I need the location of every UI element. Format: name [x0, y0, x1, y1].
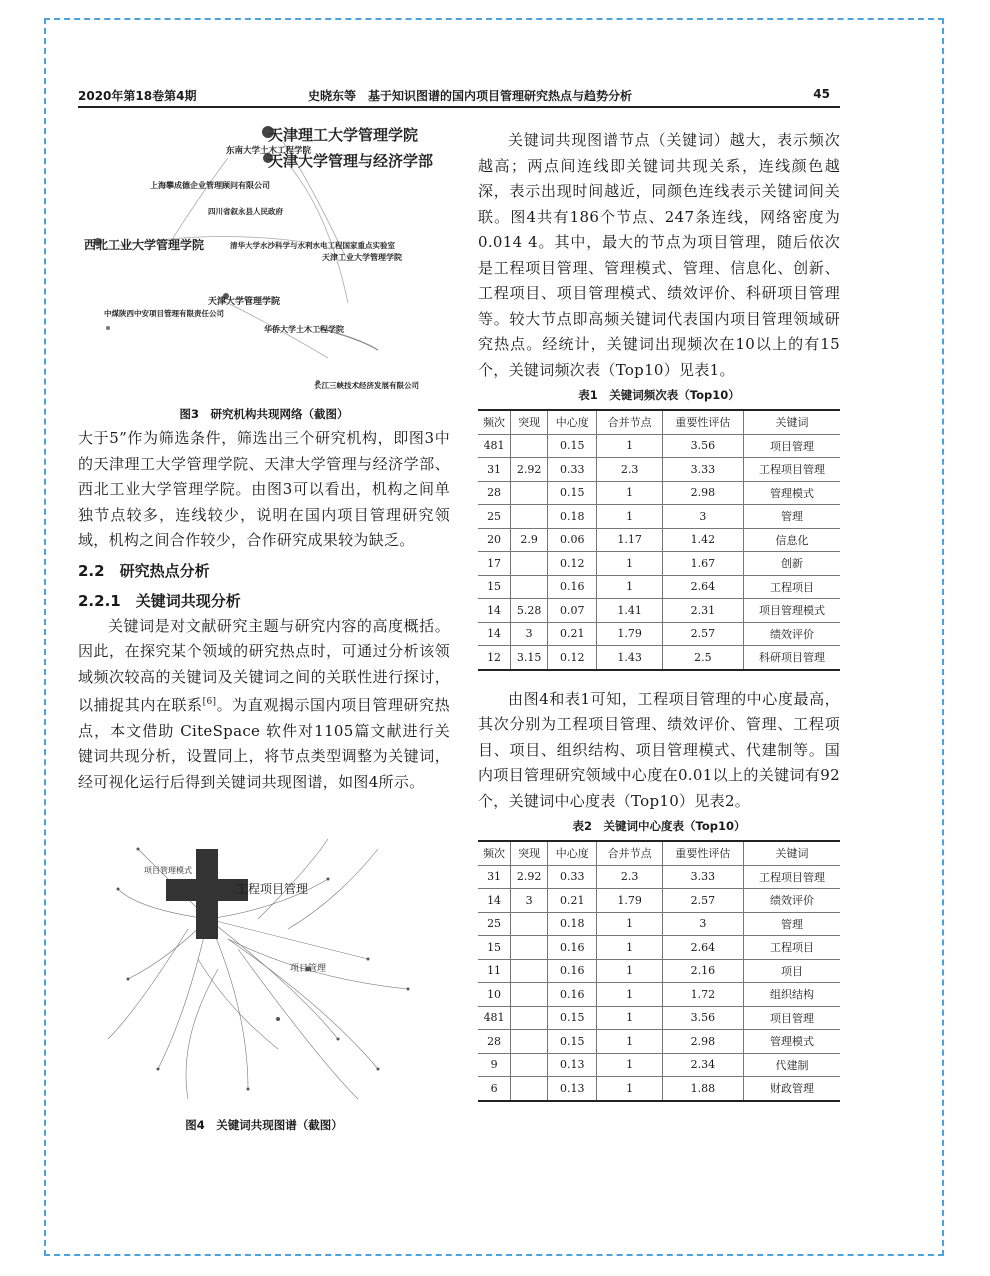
table-cell: 2.3 [597, 458, 662, 482]
table-cell: 0.18 [548, 505, 597, 529]
table-row [478, 505, 840, 529]
table-1 [478, 409, 840, 671]
table-cell [511, 481, 548, 505]
institution-label: 天津大学管理学院 [208, 297, 281, 307]
table-cell: 0.13 [548, 1077, 597, 1101]
table-cell [511, 1030, 548, 1054]
citation-ref: [6] [202, 697, 217, 707]
table-cell: 1 [597, 505, 662, 529]
table-cell: 2.57 [662, 889, 743, 913]
table-cell: 项目管理模式 [743, 599, 840, 623]
institution-label: 华侨大学土木工程学院 [264, 324, 344, 334]
table-cell: 0.16 [548, 936, 597, 960]
table-cell: 管理 [743, 912, 840, 936]
table-cell: 3 [662, 505, 743, 529]
institution-label: 中煤陕西中安项目管理有限责任公司 [104, 309, 224, 318]
issue-label: 2020年第18卷第4期 [78, 89, 197, 103]
paragraph-text: 关键词是对文献研究主题与研究内容的高度概括。因此，在探究某个领域的研究热点时，可通过分析该领域频次较高的关键词及关键词之间的关联性进行探讨，以捕捉其内在联系 [78, 616, 450, 714]
table-cell: 12 [478, 646, 511, 670]
table-cell: 工程项目管理 [743, 865, 840, 889]
table-row [478, 575, 840, 599]
keyword-label: 工程项目管理 [236, 882, 309, 896]
table-cell: 2.98 [662, 481, 743, 505]
table-cell: 1.88 [662, 1077, 743, 1101]
table-cell: 1 [597, 552, 662, 576]
figure-3 [78, 118, 450, 400]
paragraph [78, 614, 450, 796]
table-cell [511, 552, 548, 576]
page-number: 45 [813, 87, 830, 101]
table-row [478, 1077, 840, 1101]
table-cell: 2.57 [662, 622, 743, 646]
table-cell: 31 [478, 865, 511, 889]
table-cell: 0.06 [548, 528, 597, 552]
table-cell [511, 959, 548, 983]
table-cell: 10 [478, 983, 511, 1007]
table-header-cell: 重要性评估 [662, 410, 743, 434]
table-cell [511, 575, 548, 599]
table-cell: 3 [662, 912, 743, 936]
table-cell: 0.16 [548, 983, 597, 1007]
table-row [478, 889, 840, 913]
table-cell: 1.67 [662, 552, 743, 576]
table-cell: 0.21 [548, 622, 597, 646]
table-cell: 1 [597, 1077, 662, 1101]
table-cell [511, 505, 548, 529]
table-cell: 项目管理 [743, 434, 840, 458]
institution-label: 清华大学水沙科学与水利水电工程国家重点实验室 [230, 241, 395, 250]
table-cell: 0.21 [548, 889, 597, 913]
institution-label: 上海攀成德企业管理顾问有限公司 [150, 180, 270, 190]
right-column [478, 128, 840, 1102]
table-cell: 财政管理 [743, 1077, 840, 1101]
table-cell: 0.16 [548, 959, 597, 983]
table-cell: 25 [478, 912, 511, 936]
figure-3-caption: 图3 研究机构共现网络（截图） [179, 407, 349, 421]
table-cell: 0.15 [548, 1006, 597, 1030]
institution-label: 天津大学管理与经济学部 [268, 152, 434, 170]
table-cell: 1.79 [597, 622, 662, 646]
institution-label: 长江三峡技术经济发展有限公司 [314, 381, 419, 390]
table-cell: 组织结构 [743, 983, 840, 1007]
figure-4 [78, 809, 450, 1109]
table-cell: 2.92 [511, 865, 548, 889]
table-cell: 项目管理 [743, 1006, 840, 1030]
table-cell: 项目 [743, 959, 840, 983]
table-cell: 2.31 [662, 599, 743, 623]
table-row [478, 599, 840, 623]
table-cell: 5.28 [511, 599, 548, 623]
table-cell: 1.41 [597, 599, 662, 623]
table-cell [511, 912, 548, 936]
table-cell: 2.3 [597, 865, 662, 889]
table-header-cell: 合并节点 [597, 841, 662, 865]
table-row [478, 936, 840, 960]
table-cell: 15 [478, 575, 511, 599]
table-row [478, 1030, 840, 1054]
table-cell: 3 [511, 889, 548, 913]
table-header-cell: 频次 [478, 410, 511, 434]
table-header-cell: 重要性评估 [662, 841, 743, 865]
table-row [478, 646, 840, 670]
table-cell [511, 936, 548, 960]
table-cell [511, 434, 548, 458]
table-cell: 28 [478, 481, 511, 505]
table-cell: 管理 [743, 505, 840, 529]
table-cell: 1.43 [597, 646, 662, 670]
institution-label: 西北工业大学管理学院 [84, 238, 205, 252]
table-header-cell: 突现 [511, 410, 548, 434]
table-cell: 管理模式 [743, 1030, 840, 1054]
section-heading: 2.2 研究热点分析 [78, 561, 210, 580]
table-header-cell: 合并节点 [597, 410, 662, 434]
table-header-cell: 关键词 [743, 841, 840, 865]
table-cell: 1.42 [662, 528, 743, 552]
table-cell: 25 [478, 505, 511, 529]
table-cell: 绩效评价 [743, 889, 840, 913]
table-cell: 3.56 [662, 1006, 743, 1030]
table-2-caption: 表2 关键词中心度表（Top10） [572, 819, 746, 833]
table-cell: 17 [478, 552, 511, 576]
table-cell [511, 1006, 548, 1030]
table-cell: 14 [478, 889, 511, 913]
table-cell: 2.16 [662, 959, 743, 983]
paragraph: 关键词共现图谱节点（关键词）越大，表示频次越高；两点间连线即关键词共现关系，连线颜色越深，表示出现时间越近，同颜色连线表示关键词间关联。图4共有186个节点、247条连线，网络密度为0.014 4。其中，最大的节点为项目管理，随后依次是工程项目管理、管理模式、管理、信息化、创新、工程项目、项目管理模式、绩效评价、科研项目管理等。较大节点即高频关键词代表国内项目管理领域研究热点。经统计，关键词出现频次在10以上的有15个，关键词频次表（Top10）见表1。 [478, 131, 840, 379]
table-row [478, 552, 840, 576]
table-row [478, 458, 840, 482]
table-cell [511, 1053, 548, 1077]
table-cell: 3 [511, 622, 548, 646]
institution-label: 天津工业大学管理学院 [322, 252, 402, 262]
table-cell: 2.64 [662, 936, 743, 960]
keyword-network-graph [78, 809, 450, 1109]
table-cell: 1 [597, 936, 662, 960]
table-cell: 1 [597, 575, 662, 599]
table-cell: 481 [478, 1006, 511, 1030]
table-row [478, 1053, 840, 1077]
table-cell [511, 983, 548, 1007]
table-cell: 31 [478, 458, 511, 482]
table-cell: 1.72 [662, 983, 743, 1007]
table-cell: 创新 [743, 552, 840, 576]
table-cell: 工程项目管理 [743, 458, 840, 482]
table-cell: 0.12 [548, 552, 597, 576]
keyword-label: 项目管理 [290, 964, 327, 974]
table-row [478, 912, 840, 936]
table-cell: 6 [478, 1077, 511, 1101]
table-header-cell: 中心度 [548, 410, 597, 434]
table-cell: 0.15 [548, 434, 597, 458]
table-header-cell: 频次 [478, 841, 511, 865]
table-cell: 14 [478, 622, 511, 646]
paragraph: 由图4和表1可知，工程项目管理的中心度最高，其次分别为工程项目管理、绩效评价、管理、工程项目、项目、组织结构、项目管理模式、代建制等。国内项目管理研究领域中心度在0.01以上的关键词有92个，关键词中心度表（Top10）见表2。 [478, 689, 840, 810]
table-header-cell: 关键词 [743, 410, 840, 434]
figure-4-caption: 图4 关键词共现图谱（截图） [185, 1118, 343, 1132]
table-cell: 1 [597, 912, 662, 936]
article-title: 史晓东等 基于知识图谱的国内项目管理研究热点与趋势分析 [308, 89, 633, 103]
paragraph: 大于5”作为筛选条件，筛选出三个研究机构，即图3中的天津理工大学管理学院、天津大学管理与经济学部、西北工业大学管理学院。由图3可以看出，机构之间单独节点较多，连线较少，说明在国内项目管理研究领域，机构之间合作较少，合作研究成果较为缺乏。 [78, 429, 450, 549]
institution-label: 四川省叙永县人民政府 [208, 207, 283, 216]
table-cell: 工程项目 [743, 936, 840, 960]
table-cell: 0.15 [548, 1030, 597, 1054]
table-cell: 2.64 [662, 575, 743, 599]
table-cell: 20 [478, 528, 511, 552]
left-column [78, 118, 450, 1137]
table-cell: 1 [597, 481, 662, 505]
table-cell: 9 [478, 1053, 511, 1077]
table-cell: 1 [597, 959, 662, 983]
institution-label: 东南大学土木工程学院 [226, 146, 312, 156]
table-cell: 信息化 [743, 528, 840, 552]
table-cell: 科研项目管理 [743, 646, 840, 670]
table-row [478, 1006, 840, 1030]
table-cell: 14 [478, 599, 511, 623]
institution-label: 天津理工大学管理学院 [268, 126, 419, 144]
table-cell [511, 1077, 548, 1101]
table-cell: 3.33 [662, 865, 743, 889]
table-cell: 0.33 [548, 458, 597, 482]
table-cell: 2.98 [662, 1030, 743, 1054]
table-cell: 1 [597, 1030, 662, 1054]
table-cell: 0.15 [548, 481, 597, 505]
table-1-caption: 表1 关键词频次表（Top10） [578, 388, 740, 402]
table-cell: 0.07 [548, 599, 597, 623]
table-cell: 28 [478, 1030, 511, 1054]
table-cell: 1.79 [597, 889, 662, 913]
table-row [478, 622, 840, 646]
table-header-cell: 突现 [511, 841, 548, 865]
table-cell: 工程项目 [743, 575, 840, 599]
table-cell: 0.16 [548, 575, 597, 599]
table-cell: 3.15 [511, 646, 548, 670]
table-row [478, 481, 840, 505]
table-header-cell: 中心度 [548, 841, 597, 865]
table-cell: 2.92 [511, 458, 548, 482]
table-cell: 1 [597, 434, 662, 458]
table-cell: 0.12 [548, 646, 597, 670]
table-cell: 15 [478, 936, 511, 960]
table-cell: 0.33 [548, 865, 597, 889]
table-row [478, 434, 840, 458]
table-cell: 1 [597, 1006, 662, 1030]
table-row [478, 865, 840, 889]
table-cell: 3.33 [662, 458, 743, 482]
subsection-heading: 2.2.1 关键词共现分析 [78, 591, 241, 610]
table-cell: 1 [597, 983, 662, 1007]
table-2 [478, 840, 840, 1102]
table-cell: 0.18 [548, 912, 597, 936]
table-row [478, 959, 840, 983]
table-cell: 1 [597, 1053, 662, 1077]
keyword-label: 项目管理模式 [144, 866, 192, 875]
table-cell: 绩效评价 [743, 622, 840, 646]
table-cell: 2.34 [662, 1053, 743, 1077]
table-row [478, 983, 840, 1007]
running-header [78, 84, 840, 108]
paragraph-text: 。为直观揭示国内项目管理研究热点，本文借助 CiteSpace 软件对1105篇文献进行关键词共现分析，设置同上，将节点类型调整为关键词，经可视化运行后得到关键词共现图谱，如图4所示。 [78, 696, 450, 791]
table-cell: 0.13 [548, 1053, 597, 1077]
table-cell: 管理模式 [743, 481, 840, 505]
table-cell: 2.9 [511, 528, 548, 552]
table-cell: 1.17 [597, 528, 662, 552]
table-cell: 11 [478, 959, 511, 983]
table-cell: 481 [478, 434, 511, 458]
table-cell: 代建制 [743, 1053, 840, 1077]
table-row [478, 528, 840, 552]
table-cell: 3.56 [662, 434, 743, 458]
table-cell: 2.5 [662, 646, 743, 670]
